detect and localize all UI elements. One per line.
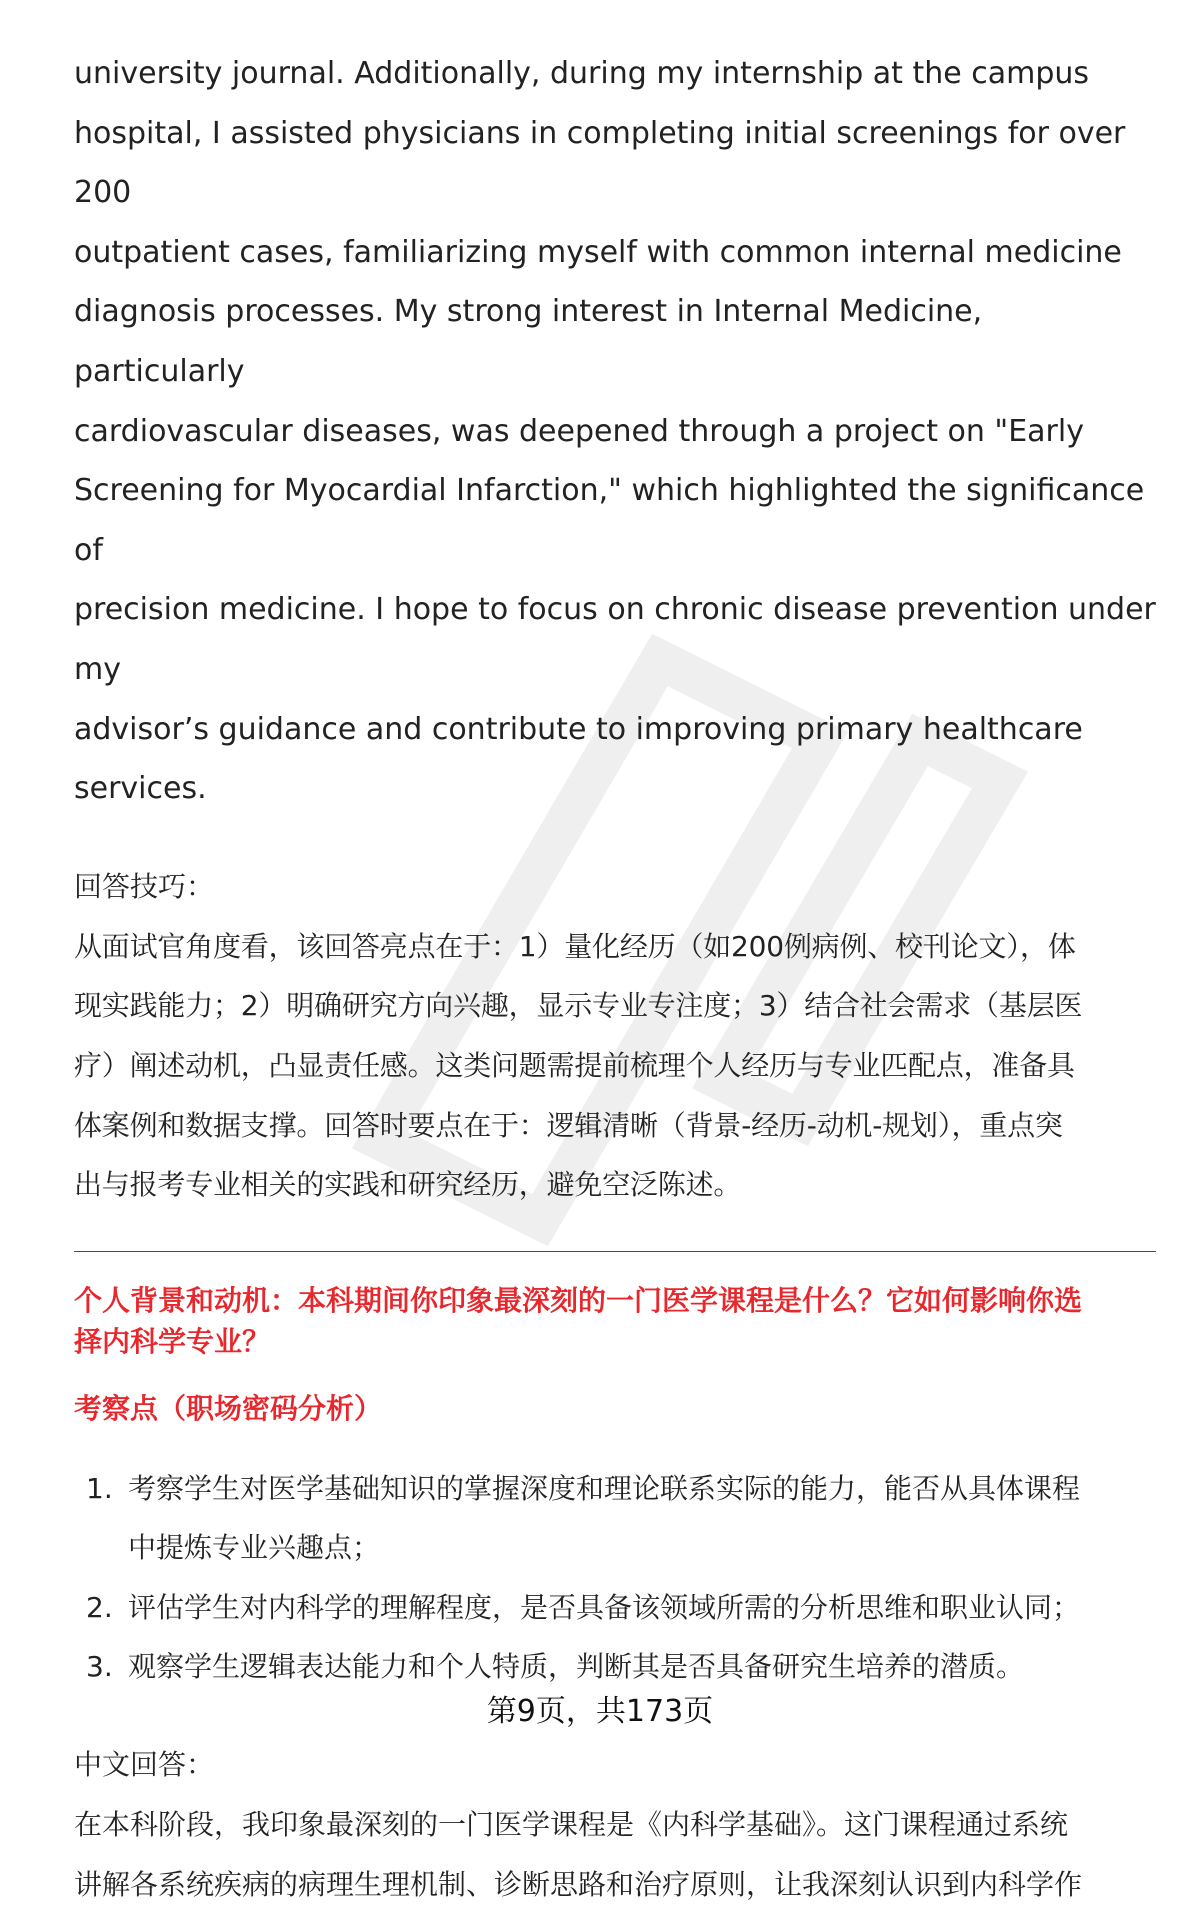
chinese-answer-line: 在本科阶段，我印象最深刻的一门医学课程是《内科学基础》。这门课程通过系统	[74, 1808, 1069, 1842]
list-item-line: 考察学生对医学基础知识的掌握深度和理论联系实际的能力，能否从具体课程	[128, 1471, 1081, 1505]
page-number: 第9页，共173页	[486, 1694, 714, 1729]
english-answer-line: outpatient cases, familiarizing myself with common internal medicine	[74, 234, 1122, 270]
question-heading	[74, 1280, 1156, 1362]
english-answer-line: Screening for Myocardial Infarction," which highlighted the significance of	[74, 473, 1145, 568]
english-answer-line: hospital, I assisted physicians in completing initial screenings for over 200	[74, 115, 1126, 211]
section-divider	[74, 1251, 1156, 1252]
chinese-answer-line: 讲解各系统疾病的病理生理机制、诊断思路和治疗原则，让我深刻认识到内科学作	[74, 1867, 1083, 1901]
list-item-number: 2.	[86, 1590, 113, 1624]
page-content	[74, 44, 1156, 1914]
tips-body	[74, 917, 1156, 1215]
english-answer-line: university journal. Additionally, during my internship at the campus	[74, 56, 1090, 91]
list-item-line: 评估学生对内科学的理解程度，是否具备该领域所需的分析思维和职业认同；	[128, 1590, 1081, 1624]
list-item-number: 3.	[86, 1650, 113, 1684]
english-answer	[74, 44, 1156, 819]
list-item	[74, 1637, 1156, 1697]
tips-line: 疗）阐述动机，凸显责任感。这类问题需提前梳理个人经历与专业匹配点，准备具	[74, 1048, 1075, 1082]
tips-label: 回答技巧：	[74, 869, 215, 903]
english-answer-line: cardiovascular diseases, was deepened through a project on "Early	[74, 413, 1084, 449]
english-answer-line: precision medicine. I hope to focus on chronic disease prevention under my	[74, 592, 1156, 687]
list-item	[74, 1578, 1156, 1638]
english-answer-line: diagnosis processes. My strong interest in Internal Medicine, particularly	[74, 294, 983, 389]
assessment-label: 考察点（职场密码分析）	[74, 1391, 383, 1425]
question-line: 个人背景和动机：本科期间你印象最深刻的一门医学课程是什么？它如何影响你选	[74, 1283, 1083, 1317]
english-answer-line: advisor’s guidance and contribute to improving primary healthcare	[74, 711, 1083, 747]
list-item	[74, 1459, 1156, 1578]
list-item-line: 中提炼专业兴趣点；	[128, 1531, 381, 1565]
assessment-list	[74, 1459, 1156, 1697]
question-line: 择内科学专业？	[74, 1324, 271, 1358]
tips-line: 从面试官角度看，该回答亮点在于：1）量化经历（如200例病例、校刊论文），体	[74, 929, 1076, 963]
english-answer-line: services.	[74, 771, 207, 807]
tips-line: 体案例和数据支撑。回答时要点在于：逻辑清晰（背景-经历-动机-规划），重点突	[74, 1108, 1063, 1142]
tips-line: 现实践能力；2）明确研究方向兴趣，显示专业专注度；3）结合社会需求（基层医	[74, 989, 1083, 1023]
chinese-answer-body	[74, 1795, 1156, 1914]
list-item-line: 观察学生逻辑表达能力和个人特质，判断其是否具备研究生培养的潜质。	[128, 1650, 1025, 1684]
list-item-number: 1.	[86, 1471, 113, 1505]
chinese-answer-label: 中文回答：	[74, 1748, 215, 1782]
tips-line: 出与报考专业相关的实践和研究经历，避免空泛陈述。	[74, 1168, 742, 1202]
